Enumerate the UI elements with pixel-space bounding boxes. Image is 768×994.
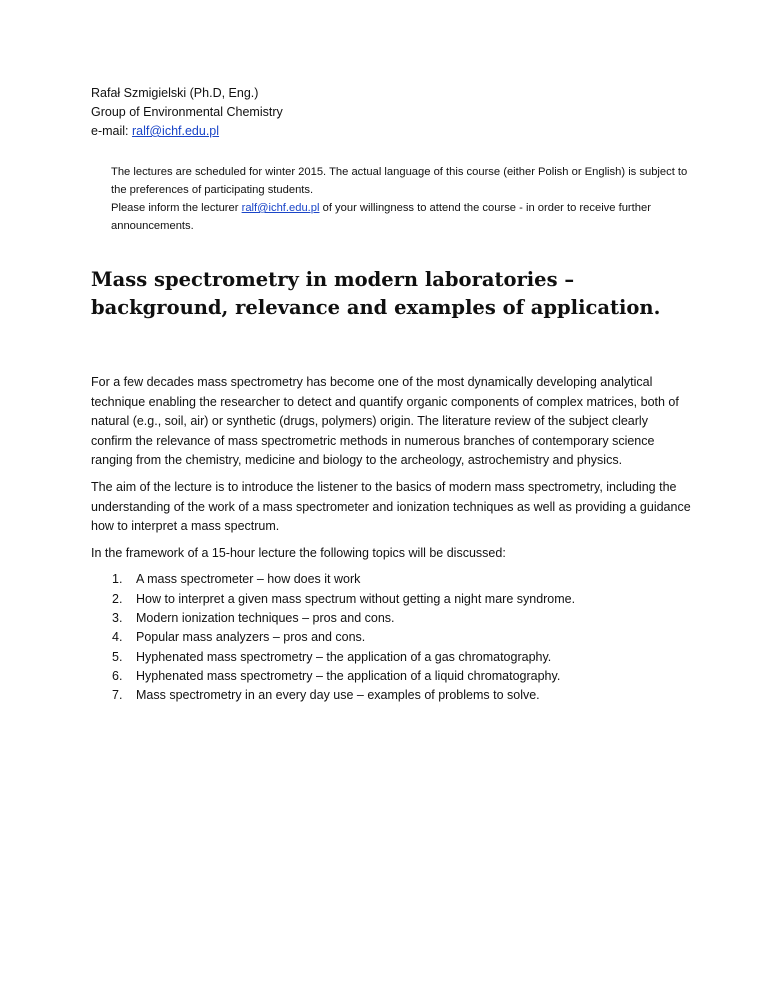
list-item <box>112 590 691 609</box>
email-label: e-mail: <box>91 124 132 138</box>
topics-list <box>91 570 691 705</box>
author-email-link[interactable]: ralf@ichf.edu.pl <box>131 124 220 138</box>
list-item-text: Popular mass analyzers – pros and cons. <box>136 630 366 645</box>
list-item-number: 6. <box>112 668 123 683</box>
list-item-number: 2. <box>112 591 123 606</box>
list-item-number: 3. <box>112 610 123 625</box>
list-item-text: How to interpret a given mass spectrum without getting a night mare syndrome. <box>136 591 576 606</box>
author-block <box>91 84 283 141</box>
note-text-after: of your willingness to attend the course - in order to receive further announcements. <box>111 202 651 232</box>
note-schedule: The lectures are scheduled for winter 2015. The actual language of this course (either Polish or English) is subject to the preferences of participating students. <box>111 166 688 196</box>
aim-paragraph: The aim of the lecture is to introduce the listener to the basics of modern mass spectrometry, including the understanding of the work of a mass spectrometer and ionization techniques as well as providing a guidance how to interpret a mass spectrum. <box>91 479 691 534</box>
lecture-title: Mass spectrometry in modern laboratories – background, relevance and examples of application. <box>91 268 661 319</box>
course-note <box>111 163 691 235</box>
list-item-number: 4. <box>112 630 123 645</box>
list-item <box>112 648 691 667</box>
list-item <box>112 609 691 628</box>
list-item <box>112 570 691 589</box>
list-item-number: 1. <box>112 572 123 587</box>
intro-paragraph: For a few decades mass spectrometry has become one of the most dynamically developing analytical technique enabling the researcher to detect and quantify organic components of complex matrices, both of natural (e.g., soil, air) or synthetic (drugs, polymers) origin. The literature review of the subject clearly confirm the relevance of mass spectrometric methods in numerous branches of contemporary science ranging from the chemistry, medicine and biology to the archeology, astrochemistry and physics. <box>91 375 679 468</box>
list-item <box>112 686 691 705</box>
list-item-number: 7. <box>112 688 123 703</box>
topics-intro: In the framework of a 15-hour lecture the following topics will be discussed: <box>91 545 506 560</box>
lecture-description <box>91 373 691 705</box>
author-email-line <box>91 122 283 141</box>
author-group: Group of Environmental Chemistry <box>91 105 283 119</box>
note-email-link[interactable]: ralf@ichf.edu.pl <box>241 202 320 214</box>
list-item <box>112 628 691 647</box>
list-item-text: Hyphenated mass spectrometry – the application of a liquid chromatography. <box>136 668 561 683</box>
note-registration <box>111 199 691 235</box>
list-item-text: Mass spectrometry in an every day use – examples of problems to solve. <box>136 688 540 703</box>
list-item <box>112 667 691 686</box>
author-name: Rafał Szmigielski (Ph.D, Eng.) <box>91 86 259 100</box>
note-text-before: Please inform the lecturer <box>111 202 242 214</box>
list-item-text: Hyphenated mass spectrometry – the application of a gas chromatography. <box>136 649 552 664</box>
list-item-number: 5. <box>112 649 123 664</box>
list-item-text: A mass spectrometer – how does it work <box>136 572 361 587</box>
list-item-text: Modern ionization techniques – pros and cons. <box>136 610 395 625</box>
